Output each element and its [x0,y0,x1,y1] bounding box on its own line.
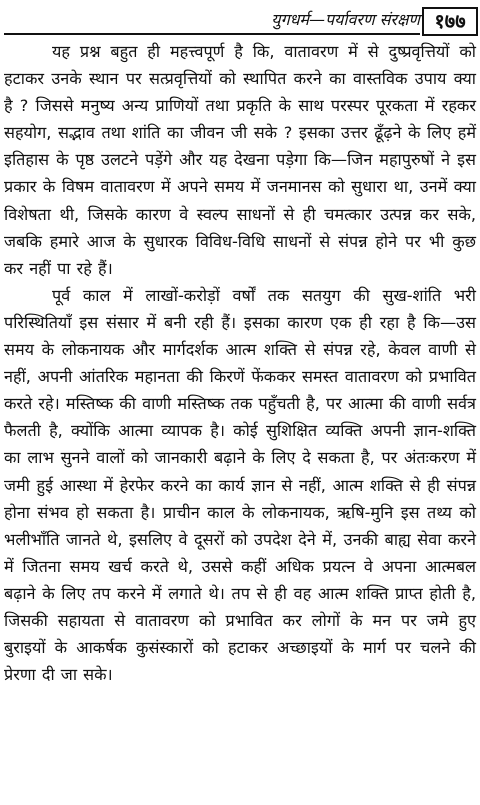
paragraph-2: पूर्व काल में लाखों-करोड़ों वर्षों तक सतयुग की सुख-शांति भरी परिस्थितियाँ इस संसार में बनी रही हैं। इसका कारण एक ही रहा है कि—उस समय के लोकनायक और मार्गदर्शक आत्म शक्ति से संपन्न रहे, केवल वाणी से नहीं, अपनी आंतरिक महानता की किरणें फेंककर समस्त वातावरण को प्रभावित करते रहे। मस्तिष्क की वाणी मस्तिष्क तक पहुँचती है, पर आत्मा की वाणी सर्वत्र फैलती है, क्योंकि आत्मा व्यापक है। कोई सुशिक्षित व्यक्ति अपनी ज्ञान-शक्ति का लाभ सुनने वालों को जानकारी बढ़ाने के लिए दे सकता है, पर अंतःकरण में जमी हुई आस्था में हेरफेर करने का कार्य ज्ञान से नहीं, आत्म शक्ति से ही संपन्न होना संभव हो सकता है। प्राचीन काल के लोकनायक, ऋषि-मुनि इस तथ्य को भलीभाँति जानते थे, इसलिए वे दूसरों को उपदेश देने में, उनकी बाह्य सेवा करने में जितना समय खर्च करते थे, उससे कहीं अधिक प्रयत्न वे अपना आत्मबल बढ़ाने के लिए तप करने में लगाते थे। तप से ही वह आत्म शक्ति प्राप्त होती है, जिसकी सहायता से वातावरण को प्रभावित कर लोगों के मन पर जमे हुए बुराइयों के आकर्षक कुसंस्कारों को हटाकर अच्छाइयों के मार्ग पर चलने की प्रेरणा दी जा सके। [4,285,476,685]
running-title: युगधर्म—पर्यावरण संरक्षण [271,10,420,29]
body-text [4,38,476,688]
page-header [4,7,478,35]
header-rule [4,33,420,35]
paragraph-1: यह प्रश्न बहुत ही महत्त्वपूर्ण है कि, वातावरण में से दुष्प्रवृत्तियों को हटाकर उनके स्थान पर सत्प्रवृत्तियों को स्थापित करने का वास्तविक उपाय क्या है ? जिससे मनुष्य अन्य प्राणियों तथा प्रकृति के साथ परस्पर पूरकता में रहकर सहयोग, सद्भाव तथा शांति का जीवन जी सके ? इसका उत्तर ढूँढ़ने के लिए हमें इतिहास के पृष्ठ उलटने पड़ेंगे और यह देखना पड़ेगा कि—जिन महापुरुषों ने इस प्रकार के विषम वातावरण में अपने समय में जनमानस को सुधारा था, उनमें क्या विशेषता थी, जिसके कारण वे स्वल्प साधनों से ही चमत्कार उत्पन्न कर सके, जबकि हमारे आज के सुधारक विविध-विधि साधनों से संपन्न होने पर भी कुछ कर नहीं पा रहे हैं। [4,42,476,278]
page-number: १७७ [422,7,478,36]
